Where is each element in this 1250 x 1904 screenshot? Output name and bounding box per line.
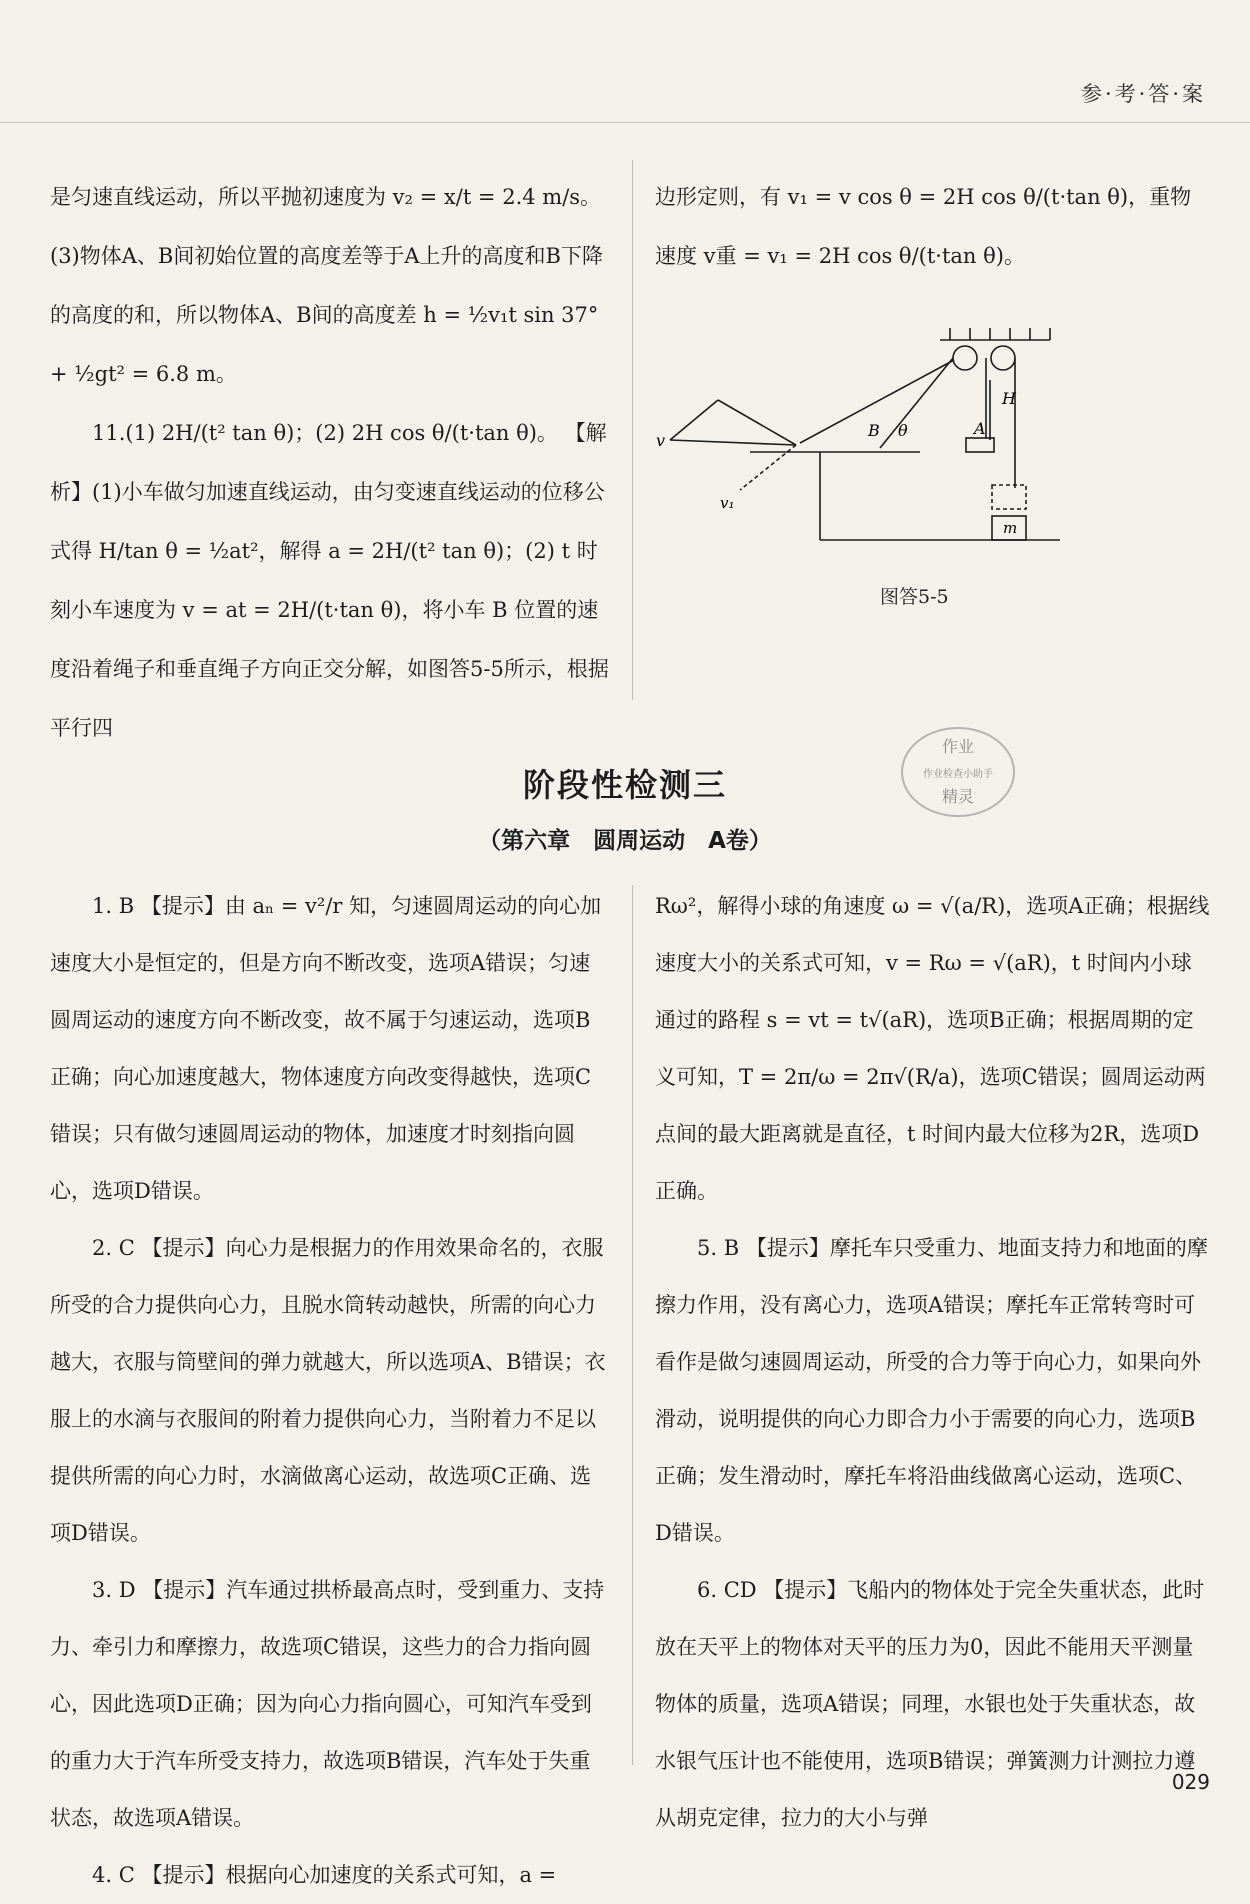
answer-item: Rω²，解得小球的角速度 ω = √(a/R)，选项A正确；根据线速度大小的关系式可知，v = Rω = √(aR)，t 时间内小球通过的路程 s = vt = t√(aR)，选项B正确；根据周期的定义可知，T = 2π/ω = 2π√(R/a)，选项C错误；圆周运动两点间的最大距离就是直径，t 时间内最大位移为2R，选项D正确。 bbox=[655, 894, 1210, 1203]
bottom-right-column bbox=[655, 878, 1210, 1847]
weight-initial bbox=[992, 485, 1026, 509]
stamp-top: 作业 bbox=[941, 737, 975, 756]
section-subtitle: （第六章 圆周运动 A卷） bbox=[478, 828, 772, 854]
label-m: m bbox=[1003, 519, 1018, 537]
running-header: 参·考·答·案 bbox=[1080, 82, 1206, 106]
label-a: A bbox=[974, 419, 986, 438]
top-right-column bbox=[655, 168, 1210, 286]
answer-item: 5. B 【提示】摩托车只受重力、地面支持力和地面的摩擦力作用，没有离心力，选项A错误；摩托车正常转弯时可看作是做匀速圆周运动，所受的合力等于向心力，如果向外滑动，说明提供的向心力即合力小于需要的向心力，选项B正确；发生滑动时，摩托车将沿曲线做离心运动，选项C、D错误。 bbox=[655, 1236, 1208, 1545]
column-divider bbox=[632, 160, 633, 700]
figure-caption: 图答5-5 bbox=[880, 586, 949, 608]
header-rule bbox=[0, 122, 1250, 123]
paragraph: 11.(1) 2H/(t² tan θ)；(2) 2H cos θ/(t·tan θ)。 【解析】(1)小车做匀加速直线运动，由匀变速直线运动的位移公式得 H/tan θ = ½at²，解得 a = 2H/(t² tan θ)；(2) t 时刻小车速度为 v = at = 2H/(t·tan θ)，将小车 B 位置的速度沿着绳子和垂直绳子方向正交分解，如图答5-5所示，根据平行四 bbox=[50, 421, 609, 740]
top-left-column bbox=[50, 168, 610, 758]
answer-item: 1. B 【提示】由 aₙ = v²/r 知，匀速圆周运动的向心加速度大小是恒定的，但是方向不断改变，选项A错误；匀速圆周运动的速度方向不断改变，故不属于匀速运动，选项B正确；向心加速度越大，物体速度方向改变得越快，选项C错误；只有做匀速圆周运动的物体，加速度才时刻指向圆心，选项D错误。 bbox=[50, 894, 602, 1203]
stamp-watermark bbox=[898, 722, 1018, 822]
page-number: 029 bbox=[1171, 1770, 1210, 1794]
velocity-v bbox=[670, 440, 796, 445]
label-b: B bbox=[868, 421, 880, 440]
rope-to-a bbox=[880, 358, 953, 448]
paragraph: 边形定则，有 v₁ = v cos θ = 2H cos θ/(t·tan θ)，重物速度 v重 = v₁ = 2H cos θ/(t·tan θ)。 bbox=[655, 185, 1192, 268]
component-a bbox=[670, 400, 718, 440]
pulley-left bbox=[953, 346, 977, 370]
label-h: H bbox=[1002, 389, 1016, 408]
cart-a bbox=[966, 438, 994, 452]
answer-item: 6. CD 【提示】飞船内的物体处于完全失重状态，此时放在天平上的物体对天平的压力为0，因此不能用天平测量物体的质量，选项A错误；同理，水银也处于失重状态，故水银气压计也不能使用，选项B错误；弹簧测力计测拉力遵从胡克定律，拉力的大小与弹 bbox=[655, 1578, 1205, 1830]
column-divider bbox=[632, 885, 633, 1765]
component-b bbox=[718, 400, 796, 445]
stamp-middle: 作业检查小助手 bbox=[923, 769, 993, 780]
section-title: 阶段性检测三 bbox=[522, 766, 727, 804]
paragraph: (3)物体A、B间初始位置的高度差等于A上升的高度和B下降的高度的和，所以物体A、B间的高度差 h = ½v₁t sin 37° + ½gt² = 6.8 m。 bbox=[50, 244, 603, 386]
pulley-figure bbox=[656, 320, 1080, 550]
label-v1: v₁ bbox=[720, 494, 735, 512]
label-theta: θ bbox=[898, 421, 908, 440]
answer-item: 4. C 【提示】根据向心加速度的关系式可知，a = bbox=[92, 1863, 557, 1887]
pulley-right bbox=[991, 346, 1015, 370]
label-v: v bbox=[656, 431, 666, 450]
answer-item: 2. C 【提示】向心力是根据力的作用效果命名的，衣服所受的合力提供向心力，且脱水筒转动越快，所需的向心力越大，衣服与筒壁间的弹力就越大，所以选项A、B错误；衣服上的水滴与衣服间的附着力提供向心力，当附着力不足以提供所需的向心力时，水滴做离心运动，故选项C正确、选项D错误。 bbox=[50, 1236, 606, 1545]
paragraph: 是匀速直线运动，所以平抛初速度为 v₂ = x/t = 2.4 m/s。 bbox=[50, 185, 602, 209]
bottom-left-column bbox=[50, 878, 610, 1904]
answer-item: 3. D 【提示】汽车通过拱桥最高点时，受到重力、支持力、牵引力和摩擦力，故选项C错误，这些力的合力指向圆心，因此选项D正确；因为向心力指向圆心，可知汽车受到的重力大于汽车所受支持力，故选项B错误，汽车处于失重状态，故选项A错误。 bbox=[50, 1578, 605, 1830]
stamp-bottom: 精灵 bbox=[941, 787, 975, 806]
